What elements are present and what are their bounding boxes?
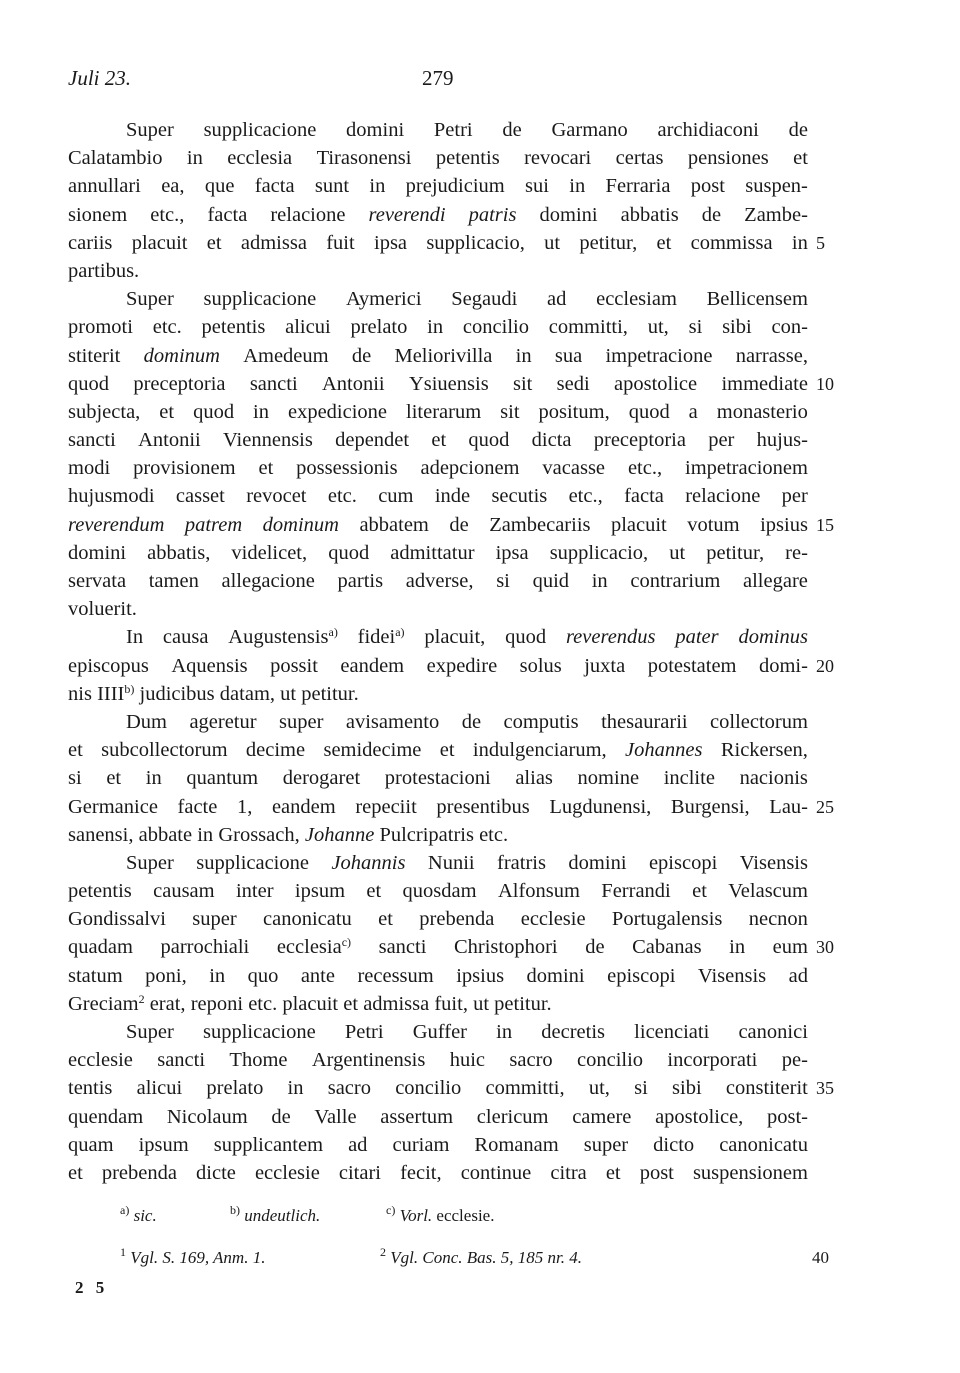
text-line: promoti etc. petentis alicui prelato in concilio committi, ut, si sibi con- xyxy=(68,316,808,339)
footnotes-critical xyxy=(68,1203,808,1232)
footnotes-references xyxy=(68,1245,848,1274)
page-header xyxy=(68,66,808,100)
line-number: 15 xyxy=(816,514,834,535)
running-head-date: Juli 23. xyxy=(68,66,131,90)
text-line: domini abbatis, videlicet, quod admittatur ipsa supplicacio, ut petitur, re- xyxy=(68,541,808,564)
footnote-1: $^1$ Vgl. S. 169, Anm. 1. xyxy=(120,1245,266,1267)
text-line: Greciam$^2$ erat, reponi etc. placuit et admissa fuit, ut petitur. xyxy=(68,991,552,1015)
text-line: statum poni, in quo ante recessum ipsius domini episcopi Visensis ad xyxy=(68,964,808,987)
text-line: reverendum patrem dominum abbatem de Zambecariis placuit votum ipsius 15 xyxy=(68,511,808,539)
text-line: In causa Augustensis$^{a)}$ fidei$^{a)}$ placuit, quod reverendus pater dominus xyxy=(126,625,808,649)
text-line: annullari ea, que facta sunt in prejudicium sui in Ferraria post suspen- xyxy=(68,175,808,198)
footnote-c: $^{c)}$ Vorl. ecclesie. xyxy=(386,1203,495,1225)
text-line: modi provisionem et possessionis adepcionem vacasse etc., impetracionem xyxy=(68,457,808,480)
text-line: hujusmodi casset revocet etc. cum inde secutis etc., facta relacione per xyxy=(68,485,808,508)
text-line: subjecta, et quod in expedicione literarum sit positum, quod a monasterio xyxy=(68,400,808,423)
line-number: 5 xyxy=(816,232,825,253)
text-line: episcopus Aquensis possit eandem expedire solus juxta potestatem domi- 20 xyxy=(68,652,808,680)
text-line: Super supplicacione Aymerici Segaudi ad ecclesiam Bellicensem xyxy=(126,288,808,311)
text-line: Super supplicacione domini Petri de Garmano archidiaconi de xyxy=(126,119,808,141)
line-number: 30 xyxy=(816,937,834,958)
printer-signature: 2 5 xyxy=(75,1278,109,1297)
text-line: sancti Antonii Viennensis dependet et quod dicta preceptoria per hujus- xyxy=(68,429,808,452)
text-line: ecclesie sancti Thome Argentinensis huic sacro concilio incorporati pe- xyxy=(68,1049,808,1072)
text-line: quendam Nicolaum de Valle assertum clericum camere apostolice, post- xyxy=(68,1105,808,1128)
line-number: 25 xyxy=(816,796,834,817)
text-line: sionem etc., facta relacione reverendi patris domini abbatis de Zambe- xyxy=(68,203,808,226)
text-line: quod preceptoria sancti Antonii Ysiuensis sit sedi apostolice immediate 10 xyxy=(68,370,808,398)
line-number: 10 xyxy=(816,373,834,394)
text-line: Super supplicacione Johannis Nunii fratris domini episcopi Visensis xyxy=(126,851,808,874)
text-line: servata tamen allegacione partis adverse, si quid in contrarium allegare xyxy=(68,570,808,592)
body-text xyxy=(68,116,834,1187)
footnote-2: $^2$ Vgl. Conc. Bas. 5, 185 nr. 4. xyxy=(380,1245,582,1267)
text-line: voluerit. xyxy=(68,598,137,621)
footnote-b: $^{b)}$ undeutlich. xyxy=(230,1203,321,1225)
text-line: tentis alicui prelato in sacro concilio committi, ut, si sibi constiterit 35 xyxy=(68,1074,808,1102)
text-line: cariis placuit et admissa fuit ipsa supplicacio, ut petitur, et commissa in 5 xyxy=(68,229,808,257)
line-number: 20 xyxy=(816,655,834,676)
text-line: petentis causam inter ipsum et quosdam Alfonsum Ferrandi et Velascum xyxy=(68,880,808,903)
text-line: et prebenda dicte ecclesie citari fecit, continue citra et post suspensionem xyxy=(68,1161,808,1184)
text-line: Super supplicacione Petri Guffer in decretis licenciati canonici xyxy=(126,1021,808,1043)
text-line: stiterit dominum Amedeum de Meliorivilla in sua impetracione narrasse, xyxy=(68,344,808,367)
text-line: et subcollectorum decime semidecime et indulgenciarum, Johannes Rickersen, xyxy=(68,739,808,762)
line-number: 35 xyxy=(816,1078,834,1099)
text-line: quadam parrochiali ecclesia$^{c)}$ sancti Christophori de Cabanas in eum 30 xyxy=(68,933,808,961)
text-line: sanensi, abbate in Grossach, Johanne Pulcripatris etc. xyxy=(68,823,509,846)
text-line: Gondissalvi super canonicatu et prebenda ecclesie Portugalensis necnon xyxy=(68,908,808,931)
text-line: Dum ageretur super avisamento de computis thesaurarii collectorum xyxy=(126,710,808,733)
line-number-40: 40 xyxy=(812,1248,829,1267)
text-line: Calatambio in ecclesia Tirasonensi petentis revocari certas pensiones et xyxy=(68,147,808,170)
text-line: si et in quantum derogaret protestacioni alias nomine inclite nacionis xyxy=(68,767,808,790)
text-line: partibus. xyxy=(68,259,140,282)
footnote-a: $^{a)}$ sic. xyxy=(120,1203,157,1225)
text-line: quam ipsum supplicantem ad curiam Romanam super dicto canonicatu xyxy=(68,1133,808,1156)
text-line: Germanice facte 1, eandem repeciit presentibus Lugdunensi, Burgensi, Lau- 25 xyxy=(68,793,808,821)
page-number: 279 xyxy=(422,66,454,90)
text-line: nis IIII$^{b)}$ judicibus datam, ut petitur. xyxy=(68,681,359,705)
